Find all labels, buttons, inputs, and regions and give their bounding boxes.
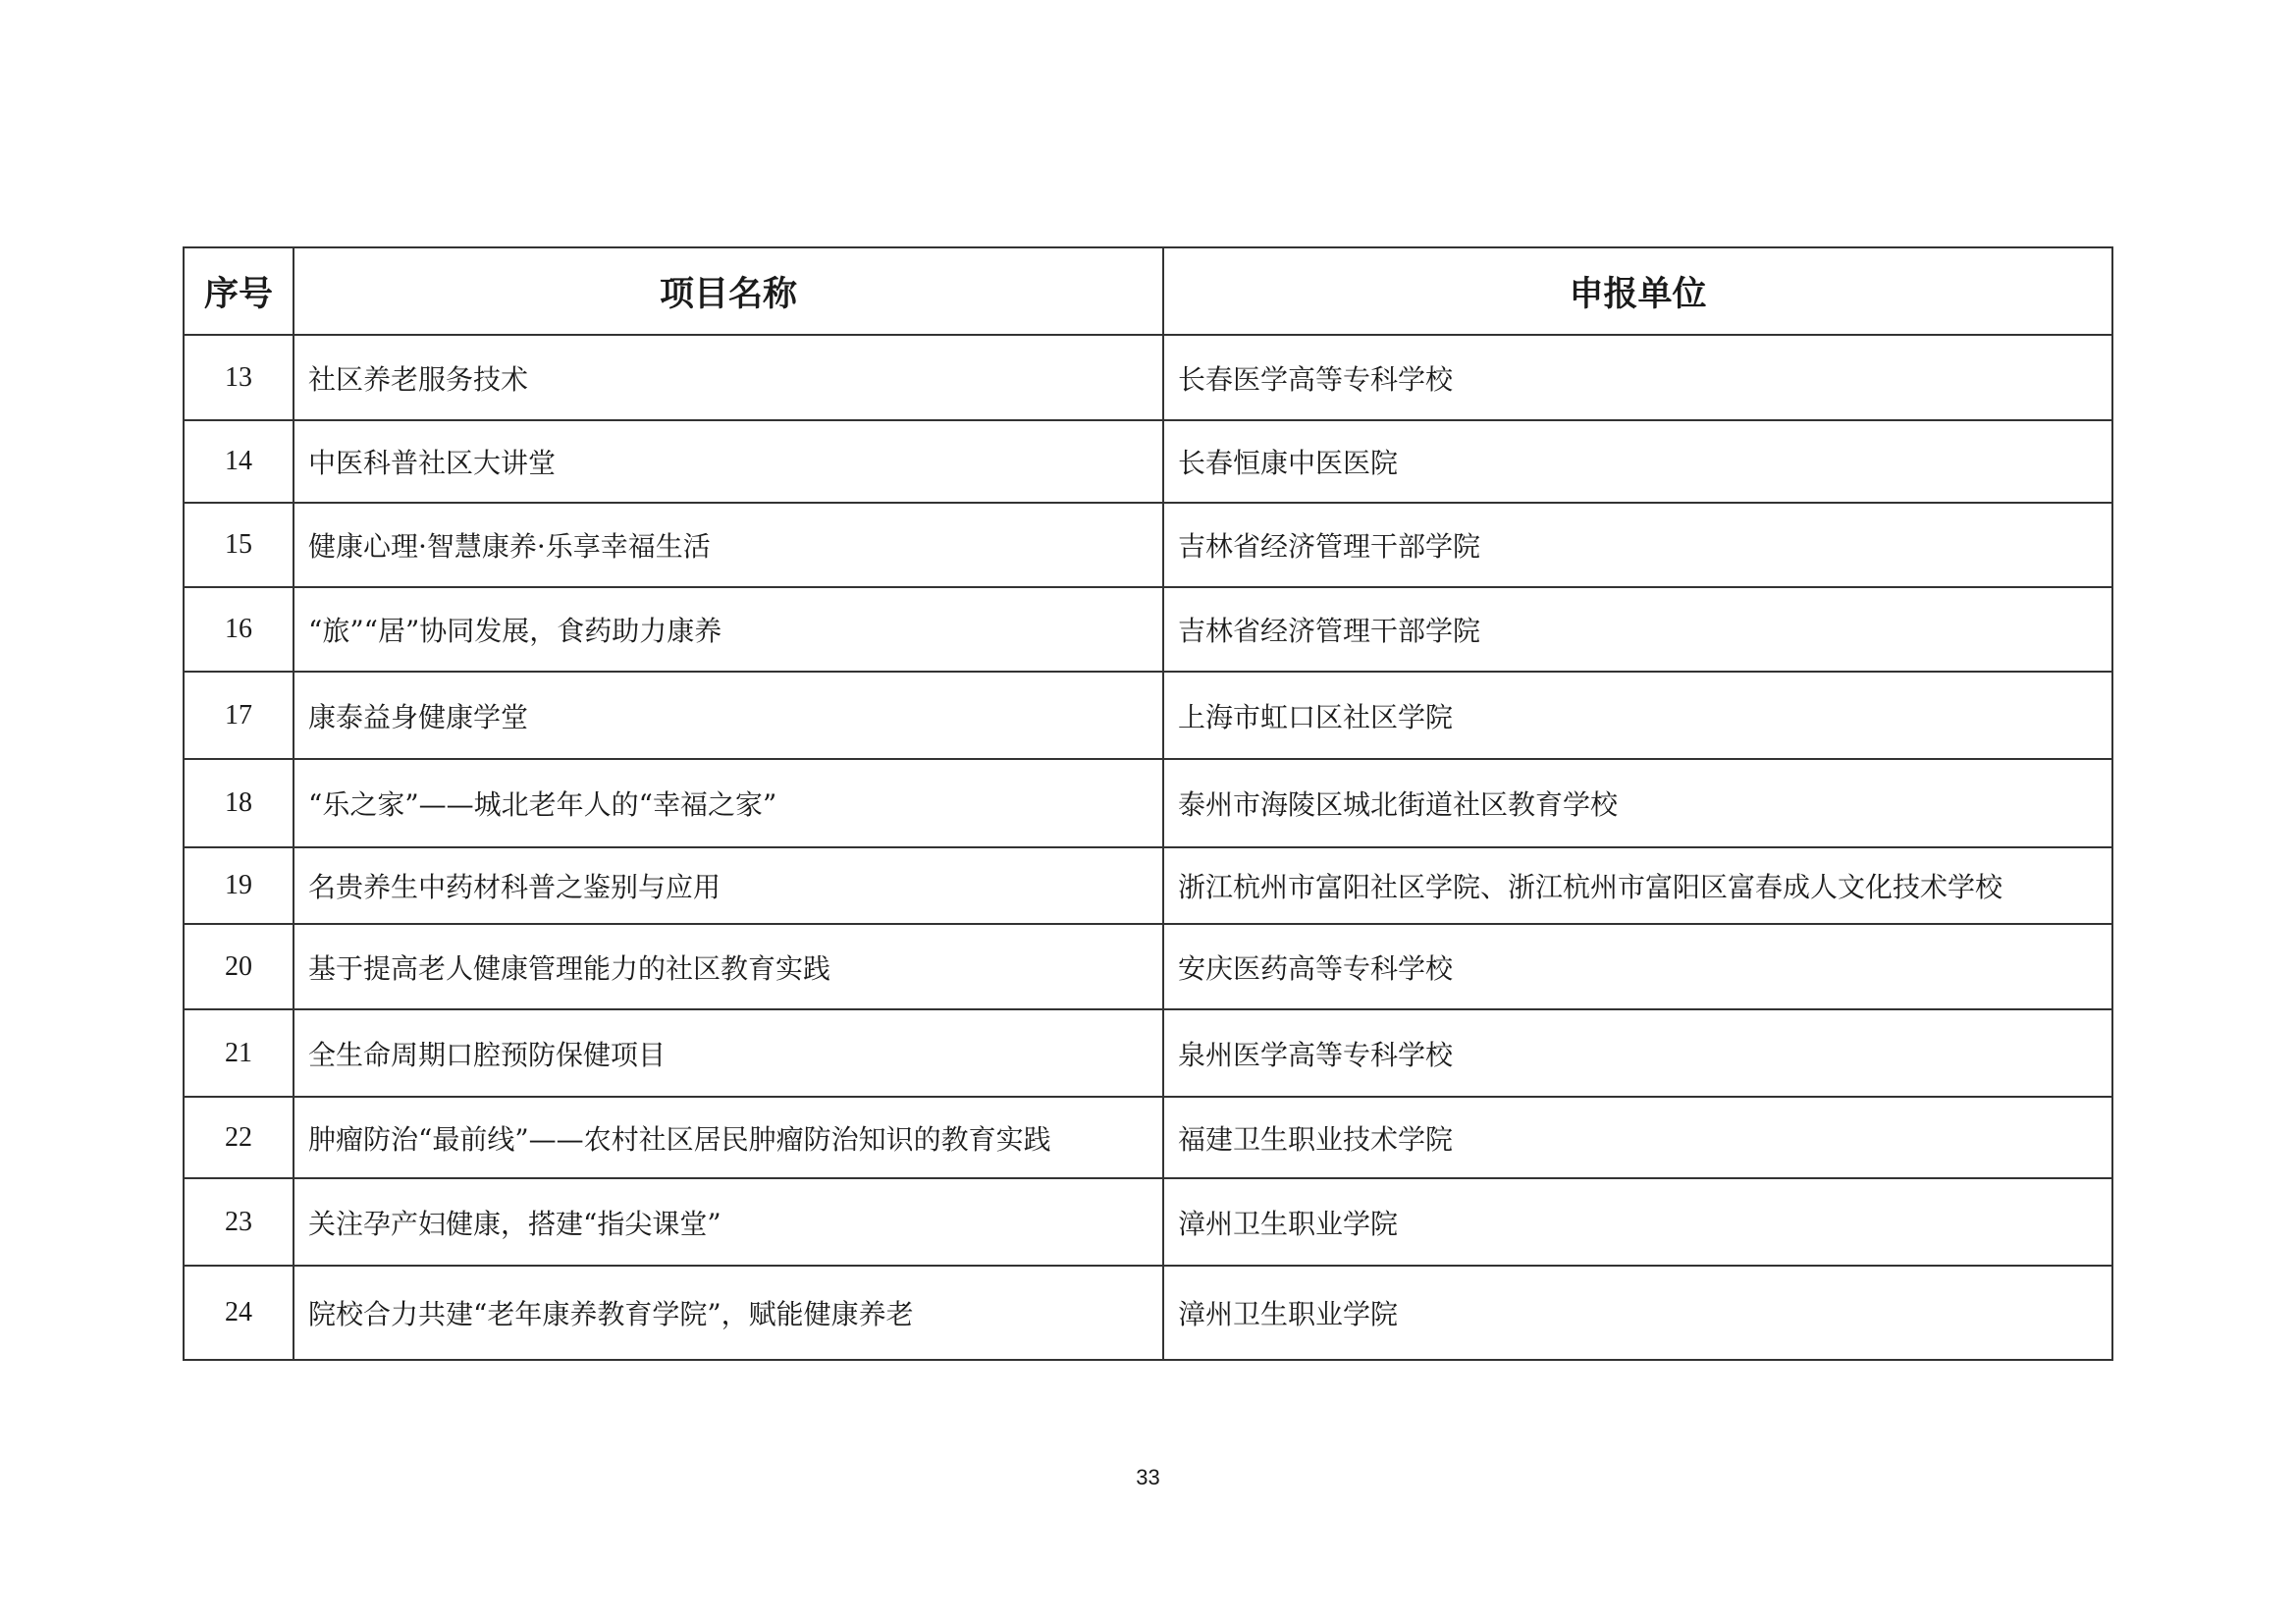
applicant-unit: 吉林省经济管理干部学院 (1163, 587, 2112, 672)
project-name: 名贵养生中药材科普之鉴别与应用 (294, 847, 1163, 924)
applicant-unit: 长春恒康中医医院 (1163, 420, 2112, 503)
table-row (184, 1097, 2112, 1178)
project-name: 肿瘤防治“最前线”——农村社区居民肿瘤防治知识的教育实践 (294, 1097, 1163, 1178)
table-row (184, 672, 2112, 759)
project-name: 健康心理·智慧康养·乐享幸福生活 (294, 503, 1163, 587)
project-name: 社区养老服务技术 (294, 335, 1163, 420)
header-no: 序号 (184, 247, 294, 335)
row-number: 19 (184, 847, 294, 924)
row-number: 22 (184, 1097, 294, 1178)
row-number: 16 (184, 587, 294, 672)
applicant-unit: 上海市虹口区社区学院 (1163, 672, 2112, 759)
applicant-unit: 安庆医药高等专科学校 (1163, 924, 2112, 1009)
header-name: 项目名称 (294, 247, 1163, 335)
table-row (184, 420, 2112, 503)
row-number: 24 (184, 1266, 294, 1360)
row-number: 21 (184, 1009, 294, 1097)
project-name: 全生命周期口腔预防保健项目 (294, 1009, 1163, 1097)
applicant-unit: 吉林省经济管理干部学院 (1163, 503, 2112, 587)
table-row (184, 1178, 2112, 1266)
project-name: 康泰益身健康学堂 (294, 672, 1163, 759)
table-row (184, 759, 2112, 847)
project-name: “旅”“居”协同发展，食药助力康养 (294, 587, 1163, 672)
row-number: 20 (184, 924, 294, 1009)
table-row (184, 847, 2112, 924)
table-row (184, 503, 2112, 587)
table-row (184, 1266, 2112, 1360)
applicant-unit: 浙江杭州市富阳社区学院、浙江杭州市富阳区富春成人文化技术学校 (1163, 847, 2112, 924)
applicant-unit: 长春医学高等专科学校 (1163, 335, 2112, 420)
page-number: 33 (1136, 1465, 1160, 1489)
row-number: 14 (184, 420, 294, 503)
applicant-unit: 福建卫生职业技术学院 (1163, 1097, 2112, 1178)
table-row (184, 587, 2112, 672)
project-name: 基于提高老人健康管理能力的社区教育实践 (294, 924, 1163, 1009)
row-number: 23 (184, 1178, 294, 1266)
table-header-row (184, 247, 2112, 335)
applicant-unit: 漳州卫生职业学院 (1163, 1266, 2112, 1360)
row-number: 17 (184, 672, 294, 759)
project-name: “乐之家”——城北老年人的“幸福之家” (294, 759, 1163, 847)
project-name: 关注孕产妇健康，搭建“指尖课堂” (294, 1178, 1163, 1266)
row-number: 18 (184, 759, 294, 847)
project-name: 院校合力共建“老年康养教育学院”，赋能健康养老 (294, 1266, 1163, 1360)
row-number: 15 (184, 503, 294, 587)
applicant-unit: 泰州市海陵区城北街道社区教育学校 (1163, 759, 2112, 847)
row-number: 13 (184, 335, 294, 420)
table-row (184, 1009, 2112, 1097)
table-row (184, 924, 2112, 1009)
applicant-unit: 漳州卫生职业学院 (1163, 1178, 2112, 1266)
project-table (183, 246, 2113, 1361)
applicant-unit: 泉州医学高等专科学校 (1163, 1009, 2112, 1097)
header-unit: 申报单位 (1163, 247, 2112, 335)
project-name: 中医科普社区大讲堂 (294, 420, 1163, 503)
table-row (184, 335, 2112, 420)
